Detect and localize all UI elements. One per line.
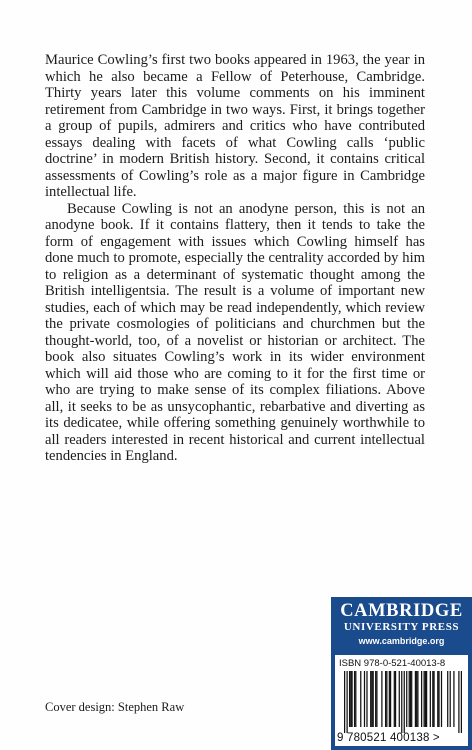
- barcode-bar: [373, 671, 374, 727]
- barcode-bar: [349, 671, 350, 727]
- barcode-bar: [458, 671, 459, 733]
- isbn-label: ISBN 978-0-521-40013-8: [339, 658, 446, 669]
- barcode-bar: [389, 671, 390, 727]
- barcode-bar: [371, 671, 372, 727]
- barcode-bar: [461, 671, 462, 733]
- barcode-bar: [430, 671, 431, 727]
- barcode-bar: [381, 671, 382, 727]
- barcode-bar: [423, 671, 424, 727]
- barcode-bar: [415, 671, 416, 727]
- publisher-website: www.cambridge.org: [358, 636, 445, 646]
- blurb-paragraph-1: Maurice Cowling’s first two books appeared in 1963, the year in which he also became a Fellow of Peterhouse, Cambridge. Thirty years later this volume comments on his imminent retirement from Cambridge in two ways. First, it brings together a group of pupils, admirers and critics who have contributed essays dealing with facets of what Cowling calls ‘public doctrine’ in modern British history. Second, it contains critical assessments of Cowling’s role as a major figure in Cambridge intellectual life.: [45, 52, 425, 200]
- barcode-bar: [447, 671, 448, 727]
- barcode-bar: [453, 671, 454, 727]
- barcode-bar: [370, 671, 371, 727]
- publisher-name: CAMBRIDGE: [340, 601, 463, 621]
- barcode-bar: [355, 671, 356, 727]
- barcode-bar: [411, 671, 412, 727]
- barcode-bar: [409, 671, 410, 727]
- barcode-bar: [410, 671, 411, 727]
- barcode-bar: [437, 671, 438, 727]
- blurb-paragraph-2: Because Cowling is not an anodyne person, this is not an anodyne book. If it contains flattery, then it tends to take the form of engagement with issues which Cowling himself has done much to promote, especially the centrality accorded by him to religion as a determinant of systematic thought among the British intelligentsia. The result is a volume of important new studies, each of which may be read independently, which review the private cosmologies of politicians and churchmen but the thought-world, too, of a novelist or historian or architect. The book also situates Cowling’s work in its wider environment which will aid those who are coming to it for the first time or who are trying to make sense of its complex filiations. Above all, it seeks to be as unsycophantic, rebarbative and diverting as its dedicatee, while offering something genuinely worthwhile to all readers interested in recent historical and current intellectual tendencies in England.: [45, 200, 425, 464]
- barcode-bar: [366, 671, 367, 727]
- publisher-subtitle: UNIVERSITY PRESS: [343, 621, 460, 633]
- barcode-bar: [432, 671, 433, 727]
- barcode-bar: [421, 671, 422, 727]
- barcode-bar: [364, 671, 365, 727]
- barcode-bar: [376, 671, 377, 727]
- cover-design-credit: Cover design: Stephen Raw: [45, 700, 185, 714]
- barcode-bar: [404, 671, 405, 733]
- barcode-bar: [354, 671, 355, 727]
- barcode-bar: [433, 671, 434, 727]
- barcode-bar: [344, 671, 345, 733]
- barcode-bars: [344, 671, 462, 733]
- barcode-bar: [417, 671, 418, 727]
- barcode-bar: [425, 671, 426, 727]
- barcode-bar: [395, 671, 396, 727]
- barcode-bar: [426, 671, 427, 727]
- barcode-digits: 9 780521 400138 >: [337, 732, 440, 744]
- barcode-panel: [335, 655, 468, 746]
- barcode-bar: [441, 671, 442, 727]
- barcode-bar: [450, 671, 451, 727]
- barcode-bar: [386, 671, 387, 727]
- barcode-bar: [438, 671, 439, 727]
- back-cover-blurb: [45, 52, 425, 465]
- barcode-bar: [385, 671, 386, 727]
- barcode-bar: [351, 671, 352, 727]
- barcode-bar: [375, 671, 376, 727]
- barcode-bar: [360, 671, 361, 727]
- barcode-bar: [350, 671, 351, 727]
- barcode-bar: [390, 671, 391, 727]
- barcode-bar: [394, 671, 395, 727]
- barcode-bar: [416, 671, 417, 727]
- barcode-bar: [401, 671, 402, 733]
- barcode-bar: [399, 671, 400, 727]
- barcode-bar: [406, 671, 407, 727]
- barcode-bar: [346, 671, 347, 733]
- publisher-imprint-box: [331, 597, 472, 750]
